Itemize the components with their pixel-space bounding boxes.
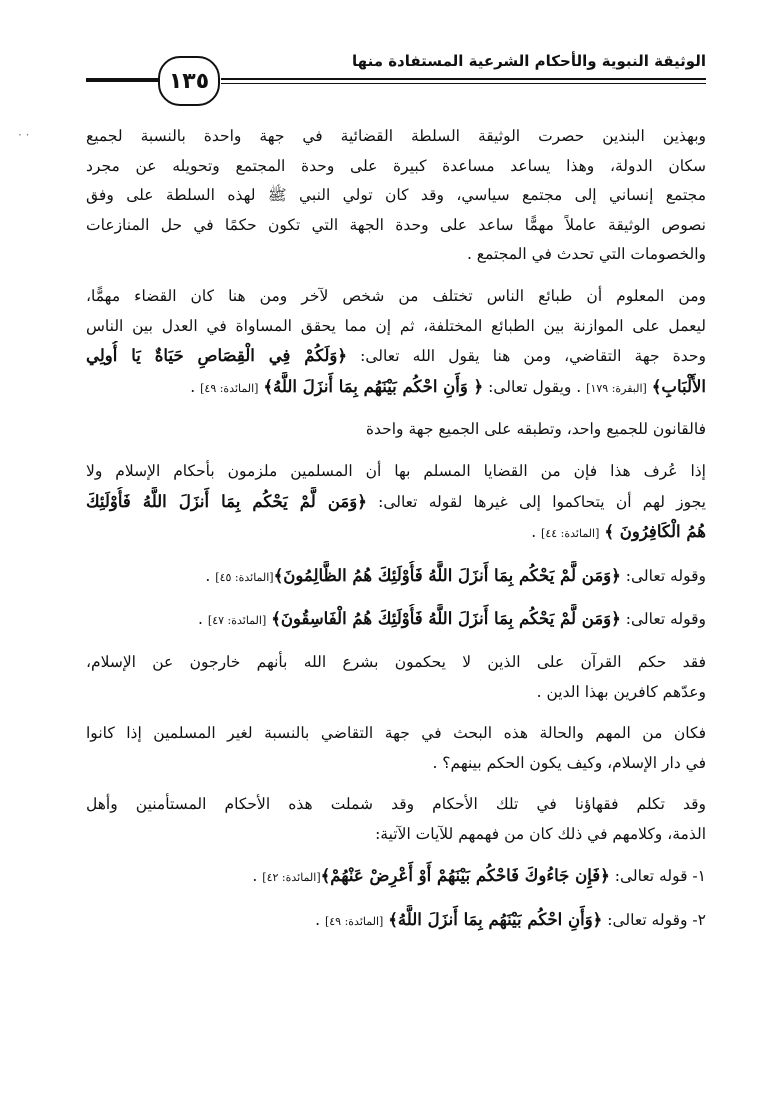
text-line: [86, 457, 706, 487]
text-run: وبهذين البندين حصرت الوثيقة السلطة القضائية في جهة واحدة بالنسبة لجميع: [86, 127, 706, 145]
paragraph: [86, 415, 706, 445]
header-rule-right: [221, 78, 706, 80]
text-run: .: [205, 566, 216, 585]
text-run: .: [252, 867, 263, 886]
paragraph: [86, 561, 706, 593]
paragraph: [86, 457, 706, 549]
text-line: [86, 719, 706, 749]
text-run: ٢- وقوله تعالى:: [602, 911, 706, 930]
text-line: [86, 790, 706, 820]
text-line: [86, 487, 706, 518]
text-line: [86, 341, 706, 372]
quran-verse: هُمُ الْكَافِرُونَ ﴾: [604, 522, 706, 542]
text-run: . ويقول تعالى:: [483, 377, 587, 396]
text-run: سكان الدولة، وهذا يساعد مساعدة كبيرة على وحدة المجتمع وتحويله عن مجرد: [86, 156, 706, 175]
text-run: فقد حكم القرآن على الذين لا يحكمون بشرع الله بأنهم خارجون عن الإسلام،: [86, 652, 706, 671]
page-number: ١٣٥: [158, 56, 220, 106]
text-line: [86, 905, 706, 937]
verse-reference: [المائدة: ٤٩]: [324, 915, 384, 929]
verse-reference: [المائدة: ٤٢]: [262, 871, 321, 885]
text-run: ومن المعلوم أن طبائع الناس تختلف من شخص لآخر ومن هنا كان القضاء مهمًّا،: [86, 286, 706, 305]
paragraph: [86, 905, 706, 937]
text-line: [86, 152, 706, 182]
text-line: [86, 648, 706, 678]
paragraph: [86, 604, 706, 636]
verse-reference: [المائدة: ٤٤]: [541, 527, 600, 541]
text-line: [86, 312, 706, 342]
verse-reference: [المائدة: ٤٩]: [200, 381, 259, 395]
text-run: وقد تكلم فقهاؤنا في تلك الأحكام وقد شملت هذه الأحكام المستأمنين وأهل: [86, 795, 706, 814]
text-run: .: [531, 523, 542, 542]
text-line: [86, 122, 706, 152]
page-header: [86, 40, 706, 120]
text-line: [86, 678, 706, 708]
quran-verse: ﴿ وَأَنِ احْكُم بَيْنَهُم بِمَا أَنزَلَ اللَّهُ﴾: [263, 376, 484, 396]
text-run: الذمة، وكلامهم في ذلك كان من فهمهم للآيات الآتية:: [375, 824, 706, 843]
text-line: [86, 372, 706, 404]
text-run: .: [198, 610, 208, 629]
margin-mark: · ·: [18, 128, 30, 142]
quran-verse: ﴿وَمَن لَّمْ يَحْكُم بِمَا أَنزَلَ اللَّهُ فَأُوْلَئِكَ هُمُ الْفَاسِقُونَ﴾: [271, 609, 621, 629]
text-run: .: [190, 377, 201, 396]
text-line: [86, 517, 706, 549]
text-run: يجوز لهم أن يتحاكموا إلى غيرها لقوله تعالى:: [366, 492, 706, 511]
paragraph: [86, 648, 706, 707]
text-run: وقوله تعالى:: [620, 610, 706, 629]
text-line: [86, 861, 706, 893]
verse-reference: [المائدة: ٤٥]: [215, 570, 274, 584]
header-rule-left: [86, 78, 158, 82]
verse-reference: [البقرة: ١٧٩]: [586, 381, 647, 395]
paragraph: [86, 861, 706, 893]
text-run: في دار الإسلام، وكيف يكون الحكم بينهم؟ .: [432, 753, 706, 772]
text-run: ١- قوله تعالى:: [609, 867, 706, 886]
header-rule-right-thin: [221, 83, 706, 84]
text-run: نصوص الوثيقة عاملاً مهمًّا ساعد على وحدة الجهة التي تكون حكمًا في حل المنازعات: [86, 215, 706, 234]
text-run: وقوله تعالى:: [620, 566, 706, 585]
text-line: [86, 820, 706, 850]
paragraph: [86, 282, 706, 403]
text-run: والخصومات التي تحدث في المجتمع .: [466, 245, 706, 264]
running-title: الوثيقة النبوية والأحكام الشرعية المستفادة منها: [352, 52, 706, 70]
quran-verse: ﴿وَمَن لَّمْ يَحْكُم بِمَا أَنزَلَ اللَّهُ فَأُوْلَئِكَ: [86, 491, 367, 511]
verse-reference: [المائدة: ٤٧]: [207, 614, 267, 628]
quran-verse: ﴿وَلَكُمْ فِي الْقِصَاصِ حَيَاةٌ يَا أُولِي: [86, 346, 348, 366]
quran-verse: ﴿وَمَن لَّمْ يَحْكُم بِمَا أَنزَلَ اللَّهُ فَأُوْلَئِكَ هُمُ الظَّالِمُونَ﴾: [273, 565, 621, 585]
text-run: وعدّهم كافرين بهذا الدين .: [536, 682, 706, 701]
text-line: [86, 604, 706, 636]
text-run: فكان من المهم والحالة هذه البحث في جهة التقاضي بالنسبة لغير المسلمين إذا كانوا: [86, 724, 706, 743]
text-run: مجتمع إنساني إلى مجتمع سياسي، وقد كان تولي النبي ﷺ لهذه السلطة على وفق: [86, 186, 706, 205]
quran-verse: ﴿فَإِن جَاءُوكَ فَاحْكُم بَيْنَهُمْ أَوْ أَعْرِضْ عَنْهُمْ﴾: [320, 866, 610, 886]
text-run: .: [315, 911, 325, 930]
text-line: [86, 749, 706, 779]
text-line: [86, 561, 706, 593]
paragraph: [86, 790, 706, 849]
text-run: ليعمل على الموازنة بين الطبائع المختلفة، ثم إن مما يحقق المساواة في العدل بين الناس: [86, 316, 706, 335]
paragraph: [86, 719, 706, 778]
text-run: فالقانون للجميع واحد، وتطبقه على الجميع جهة واحدة: [365, 420, 706, 439]
paragraph: [86, 122, 706, 270]
text-line: [86, 282, 706, 312]
quran-verse: الأَلْبَابِ﴾: [651, 376, 706, 396]
text-line: [86, 415, 706, 445]
text-run: إذا عُرف هذا فإن من القضايا المسلم بها أن المسلمين ملزمون بأحكام الإسلام ولا: [86, 461, 706, 480]
text-line: [86, 240, 706, 270]
text-line: [86, 211, 706, 241]
body-text: [86, 122, 706, 949]
text-line: [86, 181, 706, 211]
text-run: وحدة جهة التقاضي، ومن هنا يقول الله تعالى:: [347, 347, 706, 366]
quran-verse: ﴿وَأَنِ احْكُم بَيْنَهُم بِمَا أَنزَلَ اللَّهُ﴾: [388, 910, 603, 930]
